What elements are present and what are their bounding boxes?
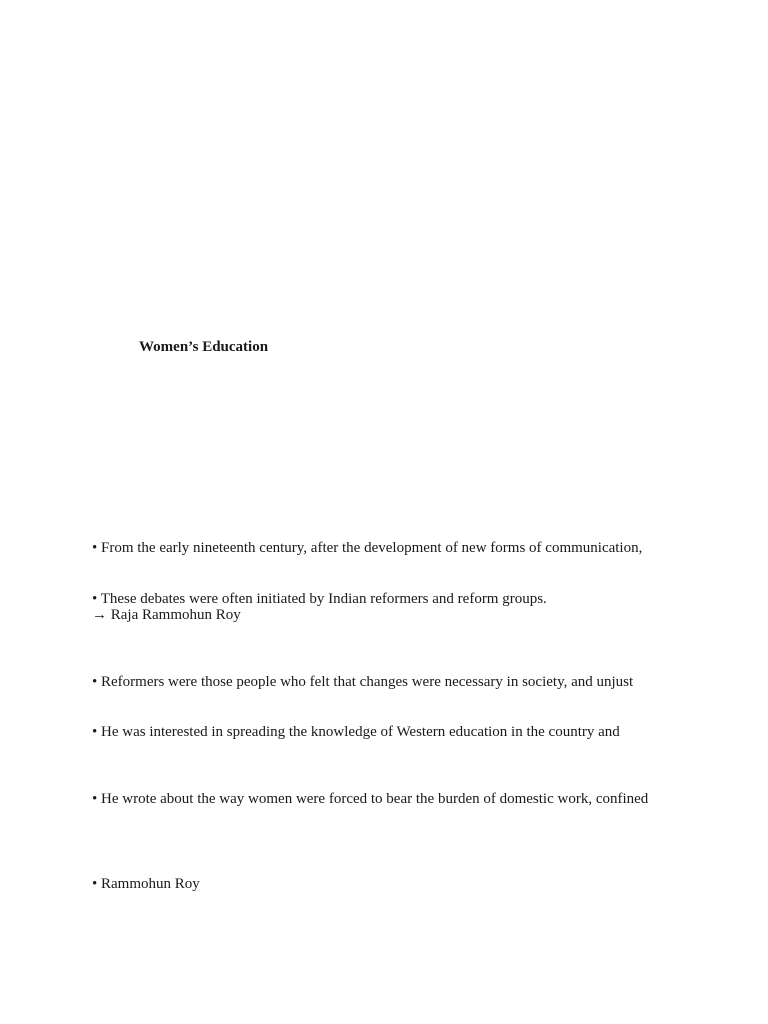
bullet-line-rammohun-roy: • Rammohun Roy: [92, 876, 200, 892]
bullet-line-communication: • From the early nineteenth century, after the development of new forms of communication,: [92, 540, 643, 556]
arrow-line-rammohun-roy: → Raja Rammohun Roy: [92, 607, 241, 623]
bullet-line-debates: • These debates were often initiated by Indian reformers and reform groups.: [92, 591, 547, 607]
section-title: Women’s Education: [139, 339, 269, 355]
bullet-line-reformers: • Reformers were those people who felt that changes were necessary in society, and unjust: [92, 674, 634, 690]
bullet-line-domestic-work: • He wrote about the way women were forced to bear the burden of domestic work, confined: [92, 791, 649, 807]
bullet-line-western-education: • He was interested in spreading the knowledge of Western education in the country and: [92, 724, 620, 740]
